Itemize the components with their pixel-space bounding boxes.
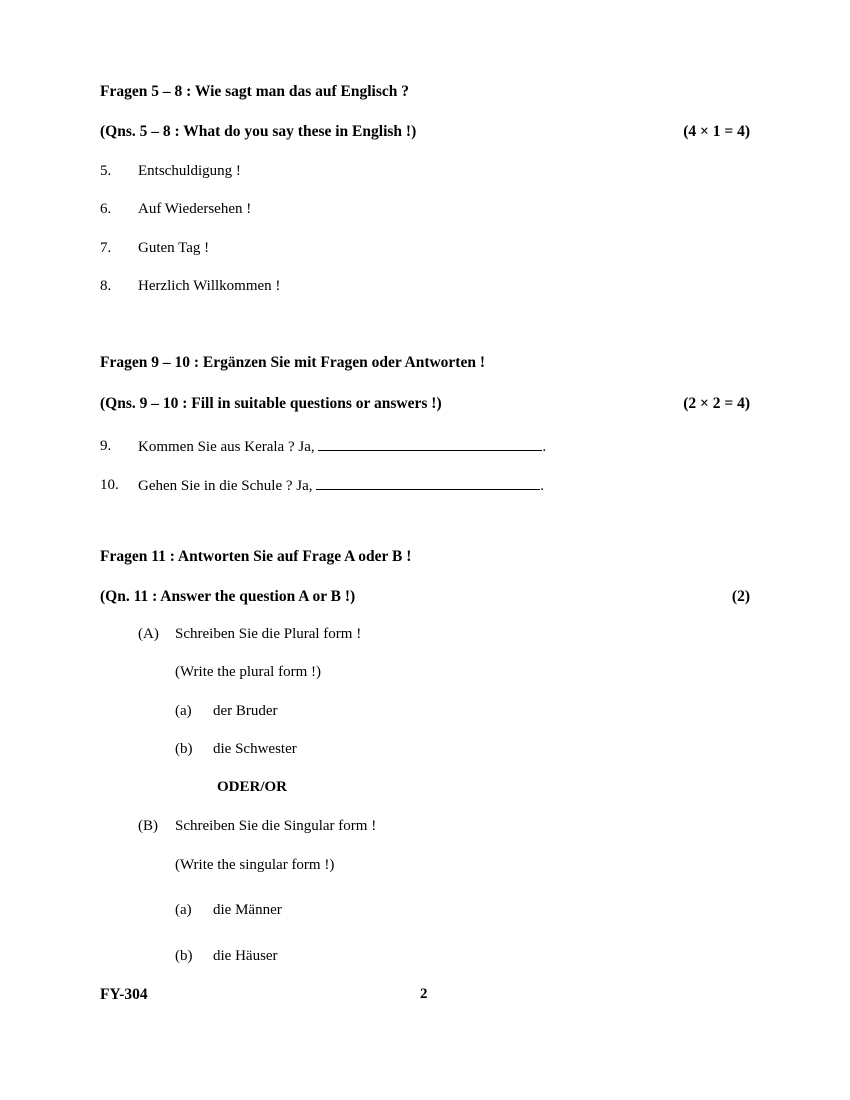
section1-marks: (4 × 1 = 4) (683, 123, 750, 140)
question-5-text: Entschuldigung ! (138, 163, 241, 179)
question-6-text: Auf Wiedersehen ! (138, 201, 252, 217)
question-10-number: 10. (100, 477, 119, 493)
part-b-item-a-label: (a) (175, 902, 192, 918)
part-a-item-b-label: (b) (175, 741, 193, 757)
question-5-number: 5. (100, 163, 112, 179)
part-a-instruction-en: (Write the plural form !) (175, 664, 322, 680)
part-b-label: (B) (138, 818, 158, 834)
section3-heading-en: (Qn. 11 : Answer the question A or B !) (100, 588, 356, 605)
question-8-number: 8. (100, 278, 112, 294)
part-b-item-b-text: die Häuser (213, 948, 278, 964)
section1-heading-en: (Qns. 5 – 8 : What do you say these in English !) (100, 123, 417, 140)
question-10-answer-blank[interactable] (316, 477, 540, 490)
part-a-item-b-text: die Schwester (213, 741, 297, 757)
part-a-label: (A) (138, 626, 159, 642)
question-7-text: Guten Tag ! (138, 240, 210, 256)
question-10-end: . (540, 478, 545, 494)
question-6-number: 6. (100, 201, 112, 217)
section1-heading-de: Fragen 5 – 8 : Wie sagt man das auf Englisch ? (100, 83, 410, 100)
question-9-number: 9. (100, 438, 112, 454)
or-divider: ODER/OR (217, 779, 288, 795)
question-9-prompt: Kommen Sie aus Kerala ? Ja, (138, 439, 315, 455)
part-b-item-a-text: die Männer (213, 902, 282, 918)
question-9-text (138, 438, 546, 456)
section2-heading-de: Fragen 9 – 10 : Ergänzen Sie mit Fragen oder Antworten ! (100, 354, 486, 371)
footer-page-number: 2 (420, 986, 428, 1002)
question-10-prompt: Gehen Sie in die Schule ? Ja, (138, 478, 313, 494)
section2-heading-en: (Qns. 9 – 10 : Fill in suitable questions or answers !) (100, 395, 442, 412)
footer-exam-code: FY-304 (100, 986, 148, 1003)
part-b-instruction-en: (Write the singular form !) (175, 857, 335, 873)
part-b-item-b-label: (b) (175, 948, 193, 964)
question-9-end: . (542, 439, 547, 455)
part-a-item-a-label: (a) (175, 703, 192, 719)
part-a-instruction-de: Schreiben Sie die Plural form ! (175, 626, 362, 642)
part-b-instruction-de: Schreiben Sie die Singular form ! (175, 818, 377, 834)
question-8-text: Herzlich Willkommen ! (138, 278, 281, 294)
question-10-text (138, 477, 544, 495)
section3-heading-de: Fragen 11 : Antworten Sie auf Frage A oder B ! (100, 548, 412, 565)
section3-marks: (2) (731, 588, 750, 605)
question-9-answer-blank[interactable] (318, 438, 542, 451)
question-7-number: 7. (100, 240, 112, 256)
section2-marks: (2 × 2 = 4) (683, 395, 750, 412)
part-a-item-a-text: der Bruder (213, 703, 278, 719)
